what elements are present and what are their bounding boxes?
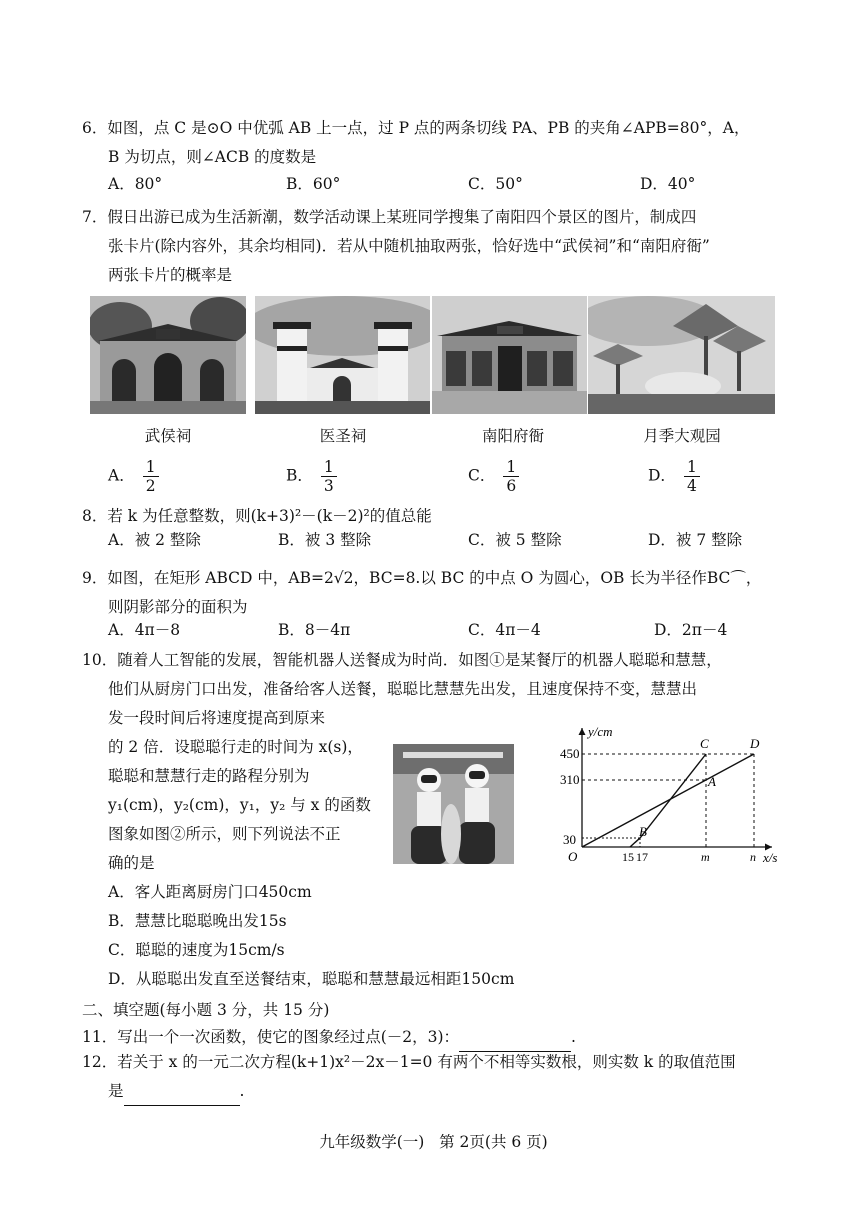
q12-answer-blank[interactable]	[124, 1085, 240, 1106]
q10-line3: 发一段时间后将速度提高到原来	[108, 709, 326, 727]
memorial-gate-image	[255, 296, 430, 414]
q12-line2-start: 是	[108, 1082, 124, 1100]
q8-option-a[interactable]: A．被 2 整除	[108, 531, 201, 549]
q12-line2-end: .	[239, 1082, 245, 1100]
q9-option-b[interactable]: B．8－4π	[278, 621, 351, 639]
question-6	[82, 114, 792, 172]
q10-line7: 图象如图②所示，则下列说法不正	[108, 825, 341, 843]
q12-line1: 12．若关于 x 的一元二次方程(k+1)x²－2x－1=0 有两个不相等实数根，则实数 k 的取值范围	[82, 1053, 736, 1071]
q10-line1: 10．随着人工智能的发展，智能机器人送餐成为时尚．如图①是某餐厅的机器人聪聪和慧慧，	[82, 651, 722, 669]
q7-line2: 张卡片(除内容外，其余均相同)．若从中随机抽取两张，恰好选中“武侯祠”和“南阳府衙”	[108, 237, 710, 255]
temple-gate-image	[90, 296, 246, 414]
q9-line2: 则阴影部分的面积为	[108, 598, 248, 616]
rose-garden-image	[588, 296, 775, 414]
q10-option-c[interactable]: C．聪聪的速度为15cm/s	[108, 941, 285, 959]
photo-yueji	[588, 296, 775, 414]
robots-image	[393, 744, 514, 864]
q10-option-d[interactable]: D．从聪聪出发直至送餐结束，聪聪和慧慧最远相距150cm	[108, 970, 515, 988]
q6-options	[108, 172, 788, 201]
q7-option-c[interactable]: C． $\frac{1}{6}$	[468, 458, 519, 495]
question-7	[82, 203, 792, 290]
q7-option-b[interactable]: B． $\frac{1}{3}$	[286, 458, 337, 495]
page-footer: 九年级数学(一) 第 2页(共 6 页)	[319, 1133, 548, 1151]
question-9	[82, 564, 792, 622]
y-tick-30: 30	[563, 832, 576, 847]
q9-option-a[interactable]: A．4π－8	[108, 621, 181, 639]
q6-line1: 6．如图，点 C 是⊙O 中优弧 AB 上一点，过 P 点的两条切线 PA、PB 的夹角∠APB=80°，A，	[82, 119, 750, 137]
y-axis-arrow	[579, 728, 586, 735]
photo-yishengci	[255, 296, 430, 414]
photo-wuhouci	[90, 296, 246, 414]
x-axis-label: x/s	[763, 850, 778, 865]
q7-line3: 两张卡片的概率是	[108, 266, 233, 284]
q8-option-c[interactable]: C．被 5 整除	[468, 531, 562, 549]
x-tick-15: 15	[622, 850, 634, 864]
q8-option-b[interactable]: B．被 3 整除	[278, 531, 372, 549]
q6-option-b[interactable]: B．60°	[286, 175, 341, 193]
q8-options	[108, 528, 788, 557]
q8-option-d[interactable]: D．被 7 整除	[648, 531, 743, 549]
q6-option-a[interactable]: A．80°	[108, 175, 163, 193]
caption-wuhouci: 武侯祠	[144, 427, 192, 445]
q7-line1: 7．假日出游已成为生活新潮，数学活动课上某班同学搜集了南阳四个景区的图片，制成四	[82, 208, 697, 226]
q10-line5: 聪聪和慧慧行走的路程分别为	[108, 767, 310, 785]
q7-options	[108, 458, 788, 502]
q10-option-a[interactable]: A．客人距离厨房门口450cm	[108, 883, 312, 901]
q10-option-b[interactable]: B．慧慧比聪聪晚出发15s	[108, 912, 287, 930]
point-b-label: B	[639, 824, 647, 839]
x-tick-m: m	[701, 850, 710, 864]
point-d-label: D	[750, 736, 760, 751]
y-axis-label: y/cm	[588, 724, 613, 739]
point-a-label: A	[708, 774, 716, 789]
q7-option-a[interactable]: A． $\frac{1}{2}$	[108, 458, 159, 495]
q11-text: 11．写出一个一次函数，使它的图象经过点(－2，3)：	[82, 1028, 460, 1046]
caption-yueji: 月季大观园	[643, 427, 721, 445]
section-2-heading: 二、填空题(每小题 3 分，共 15 分)	[82, 1001, 330, 1019]
q7-option-d[interactable]: D． $\frac{1}{4}$	[648, 458, 700, 495]
q10-line2: 他们从厨房门口出发，准备给客人送餐，聪聪比慧慧先出发，且速度保持不变，慧慧出	[108, 680, 698, 698]
q10-line4: 的 2 倍．设聪聪行走的时间为 x(s)，	[108, 738, 363, 756]
question-8	[82, 502, 792, 531]
x-tick-17: 17	[636, 850, 648, 864]
origin-label: O	[568, 849, 578, 864]
y-tick-450: 450	[560, 746, 580, 761]
photo-nanyangfuya	[432, 296, 587, 414]
x-tick-n: n	[750, 850, 756, 864]
q11-end: .	[571, 1028, 576, 1046]
line-congcong	[582, 754, 754, 847]
point-c-label: C	[700, 736, 709, 751]
q6-option-d[interactable]: D．40°	[640, 175, 696, 193]
q6-option-c[interactable]: C．50°	[468, 175, 523, 193]
government-office-image	[432, 296, 587, 414]
caption-yishengci: 医圣祠	[319, 427, 367, 445]
distance-time-graph	[560, 720, 790, 870]
q10-line6: y₁(cm)，y₂(cm)，y₁，y₂ 与 x 的函数	[108, 796, 371, 814]
q9-options	[108, 618, 788, 647]
y-tick-310: 310	[560, 772, 580, 787]
robot-photo	[393, 744, 514, 864]
question-12	[82, 1048, 792, 1106]
q9-option-d[interactable]: D．2π－4	[654, 621, 728, 639]
q9-option-c[interactable]: C．4π－4	[468, 621, 541, 639]
q10-line8: 确的是	[108, 854, 155, 872]
q8-line1: 8．若 k 为任意整数，则(k+3)²－(k－2)²的值总能	[82, 507, 432, 525]
caption-nanyangfuya: 南阳府衙	[481, 427, 544, 445]
q6-line2: B 为切点，则∠ACB 的度数是	[108, 148, 317, 166]
q9-line1: 9．如图，在矩形 ABCD 中，AB=2√2，BC=8.以 BC 的中点 O 为圆心，OB 长为半径作BC⌒，	[82, 569, 762, 587]
